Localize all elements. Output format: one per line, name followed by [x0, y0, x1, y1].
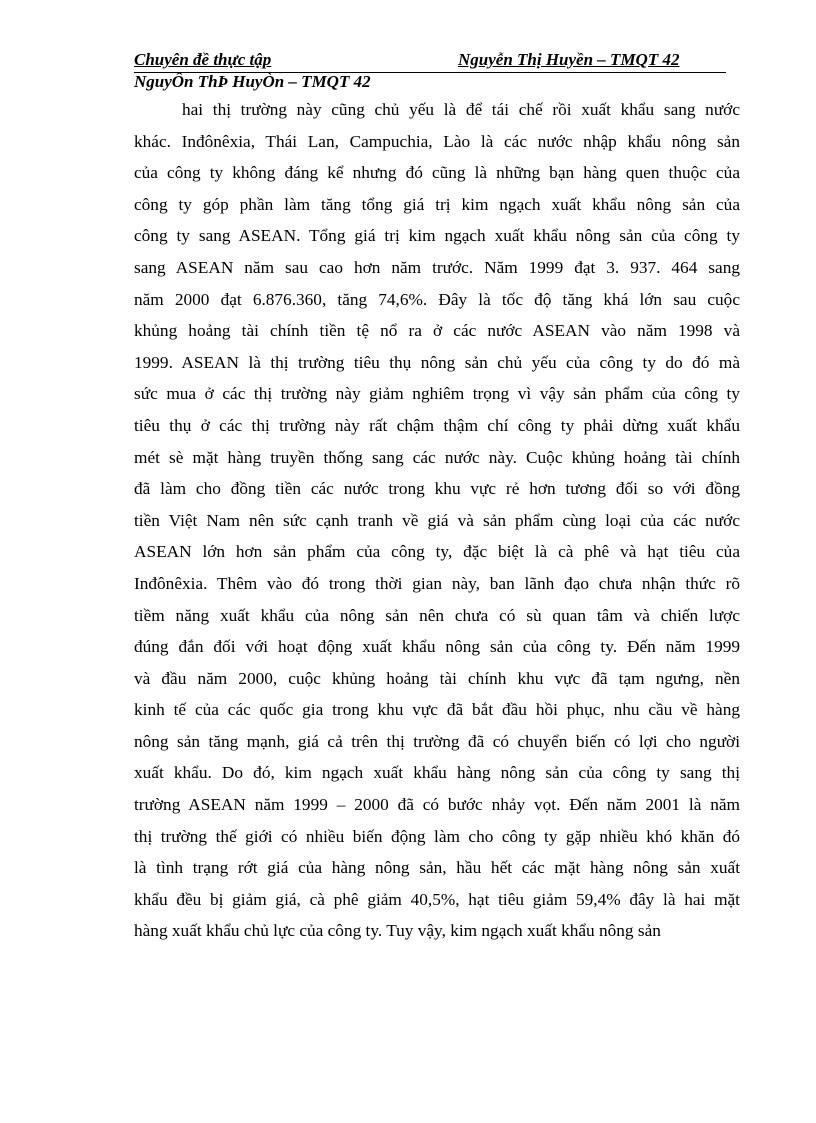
text-line: tiêu thụ ở các thị trường này rất chậm thậm chí công ty phải dừng xuất khẩu	[134, 415, 740, 435]
page-header	[134, 50, 726, 73]
text-line: năm 2000 đạt 6.876.360, tăng 74,6%. Đây là tốc độ tăng khá lớn sau cuộc	[134, 289, 740, 309]
text-line: hàng xuất khẩu chủ lực của công ty. Tuy vậy, kim ngạch xuất khẩu nông sản	[134, 921, 661, 941]
text-line: kinh tế của các quốc gia trong khu vực đã bắt đầu hồi phục, nhu cầu về hàng	[134, 700, 740, 720]
text-line: Inđônêxia. Thêm vào đó trong thời gian này, ban lãnh đạo chưa nhận thức rõ	[134, 573, 740, 593]
text-line: khẩu đều bị giảm giá, cà phê giảm 40,5%, hạt tiêu giảm 59,4% đây là hai mặt	[134, 889, 740, 909]
text-line: hai thị trường này cũng chủ yếu là để tái chế rồi xuất khẩu sang nước	[182, 100, 740, 119]
text-line: đã làm cho đồng tiền các nước trong khu vực rẻ hơn tương đối so với đồng	[134, 479, 740, 499]
text-line: ASEAN lớn hơn sản phẩm của công ty, đặc biệt là cà phê và hạt tiêu của	[134, 542, 740, 562]
text-line: của công ty không đáng kể nhưng đó cũng là những bạn hàng quen thuộc của	[134, 163, 740, 183]
text-line: công ty sang ASEAN. Tổng giá trị kim ngạch xuất khẩu nông sản của công ty	[134, 226, 740, 246]
text-line: công ty góp phần làm tăng tổng giá trị kim ngạch xuất khẩu nông sản của	[134, 194, 740, 214]
text-line: mét sè mặt hàng truyền thống sang các nước này. Cuộc khủng hoảng tài chính	[134, 447, 740, 467]
header-author-garbled: NguyÔn ThÞ HuyÒn – TMQT 42	[134, 72, 371, 91]
text-line: 1999. ASEAN là thị trường tiêu thụ nông sản chủ yếu của công ty do đó mà	[134, 352, 740, 372]
text-line: thị trường thế giới có nhiều biến động làm cho công ty gặp nhiều khó khăn đó	[134, 826, 740, 846]
header-author: Nguyễn Thị Huyền – TMQT 42	[458, 50, 680, 69]
text-line: khác. Inđônêxia, Thái Lan, Campuchia, Lào là các nước nhập khẩu nông sản	[134, 131, 740, 151]
text-line: nông sản tăng mạnh, giá cả trên thị trường đã có chuyển biến có lợi cho người	[134, 731, 740, 751]
text-line: sức mua ở các thị trường này giảm nghiêm trọng vì vậy sản phẩm của công ty	[134, 384, 740, 404]
text-line: tiền Việt Nam nên sức cạnh tranh về giá và sản phẩm cùng loại của các nước	[134, 510, 740, 530]
text-line: trường ASEAN năm 1999 – 2000 đã có bước nhảy vọt. Đến năm 2001 là năm	[134, 795, 740, 815]
text-line: đúng đắn đối với hoạt động xuất khẩu nông sản của công ty. Đến năm 1999	[134, 637, 740, 657]
text-line: sang ASEAN năm sau cao hơn năm trước. Năm 1999 đạt 3. 937. 464 sang	[134, 257, 740, 277]
body-paragraph	[134, 94, 740, 947]
text-line: tiềm năng xuất khẩu của nông sản nên chưa có sù quan tâm và chiến lược	[134, 605, 740, 625]
header-title: Chuyên đề thực tập	[134, 50, 272, 69]
text-line: là tình trạng rớt giá của hàng nông sản, hầu hết các mặt hàng nông sản xuất	[134, 858, 740, 878]
text-line: và đầu năm 2000, cuộc khủng hoảng tài chính khu vực đã tạm ngưng, nền	[134, 668, 740, 688]
text-line: xuất khẩu. Do đó, kim ngạch xuất khẩu hàng nông sản của công ty sang thị	[134, 763, 740, 783]
text-line: khủng hoảng tài chính tiền tệ nổ ra ở các nước ASEAN vào năm 1998 và	[134, 321, 740, 341]
